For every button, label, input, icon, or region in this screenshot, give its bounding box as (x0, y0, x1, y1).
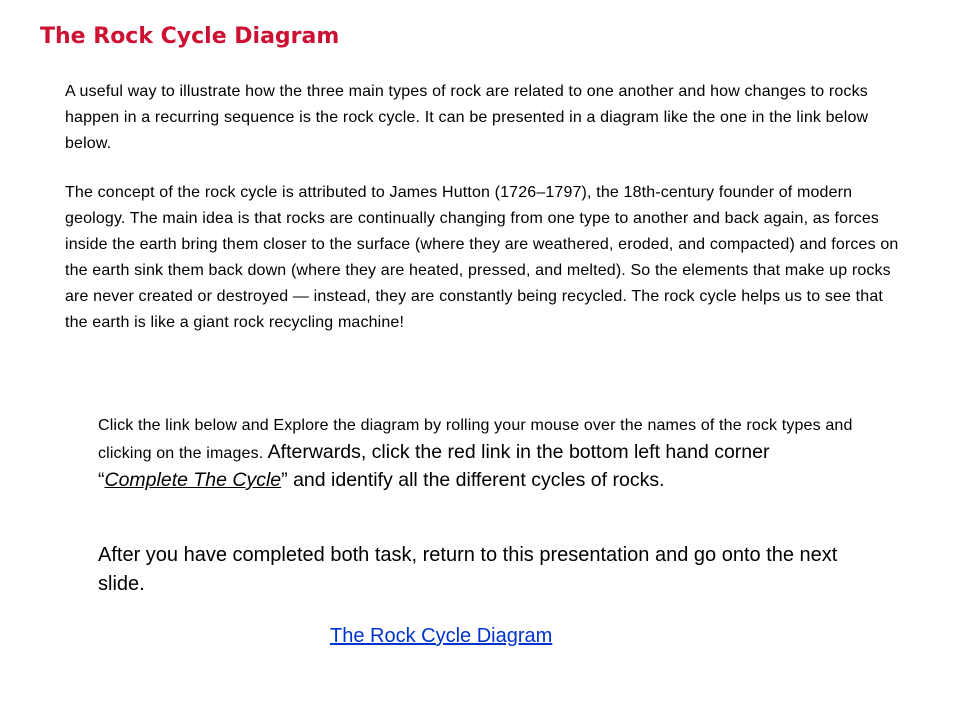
page-title: The Rock Cycle Diagram (40, 24, 340, 49)
instructions-part3: ” and identify all the different cycles of rocks. (281, 469, 665, 491)
after-instructions: After you have completed both task, return to this presentation and go onto the next slide. (98, 544, 838, 595)
instructions-part1: Click the link below and Explore the diagram by rolling your mouse over the names of the rock types and clicking on the images. (98, 417, 853, 462)
rock-cycle-diagram-link[interactable]: The Rock Cycle Diagram (330, 625, 553, 647)
intro-paragraph: A useful way to illustrate how the three main types of rock are related to one another and how changes to rocks happen in a recurring sequence is the rock cycle. It can be presented in a diagram like the one in the link below below. (65, 83, 869, 152)
instructions-part2: Afterwards, click the red link in the bottom left hand corner “ (98, 441, 770, 491)
hutton-paragraph: The concept of the rock cycle is attributed to James Hutton (1726–1797), the 18th-century founder of modern geology. The main idea is that rocks are continually changing from one type to another and back again, as forces inside the earth bring them closer to the surface (where they are weathered, eroded, and compacted) and forces on the earth sink them back down (where they are heated, pressed, and melted). So the elements that make up rocks are never created or destroyed — instead, they are constantly being recycled. The rock cycle helps us to see that the earth is like a giant rock recycling machine! (65, 184, 899, 331)
instructions-paragraph (98, 413, 858, 493)
complete-the-cycle-emphasis: Complete The Cycle (104, 469, 282, 491)
